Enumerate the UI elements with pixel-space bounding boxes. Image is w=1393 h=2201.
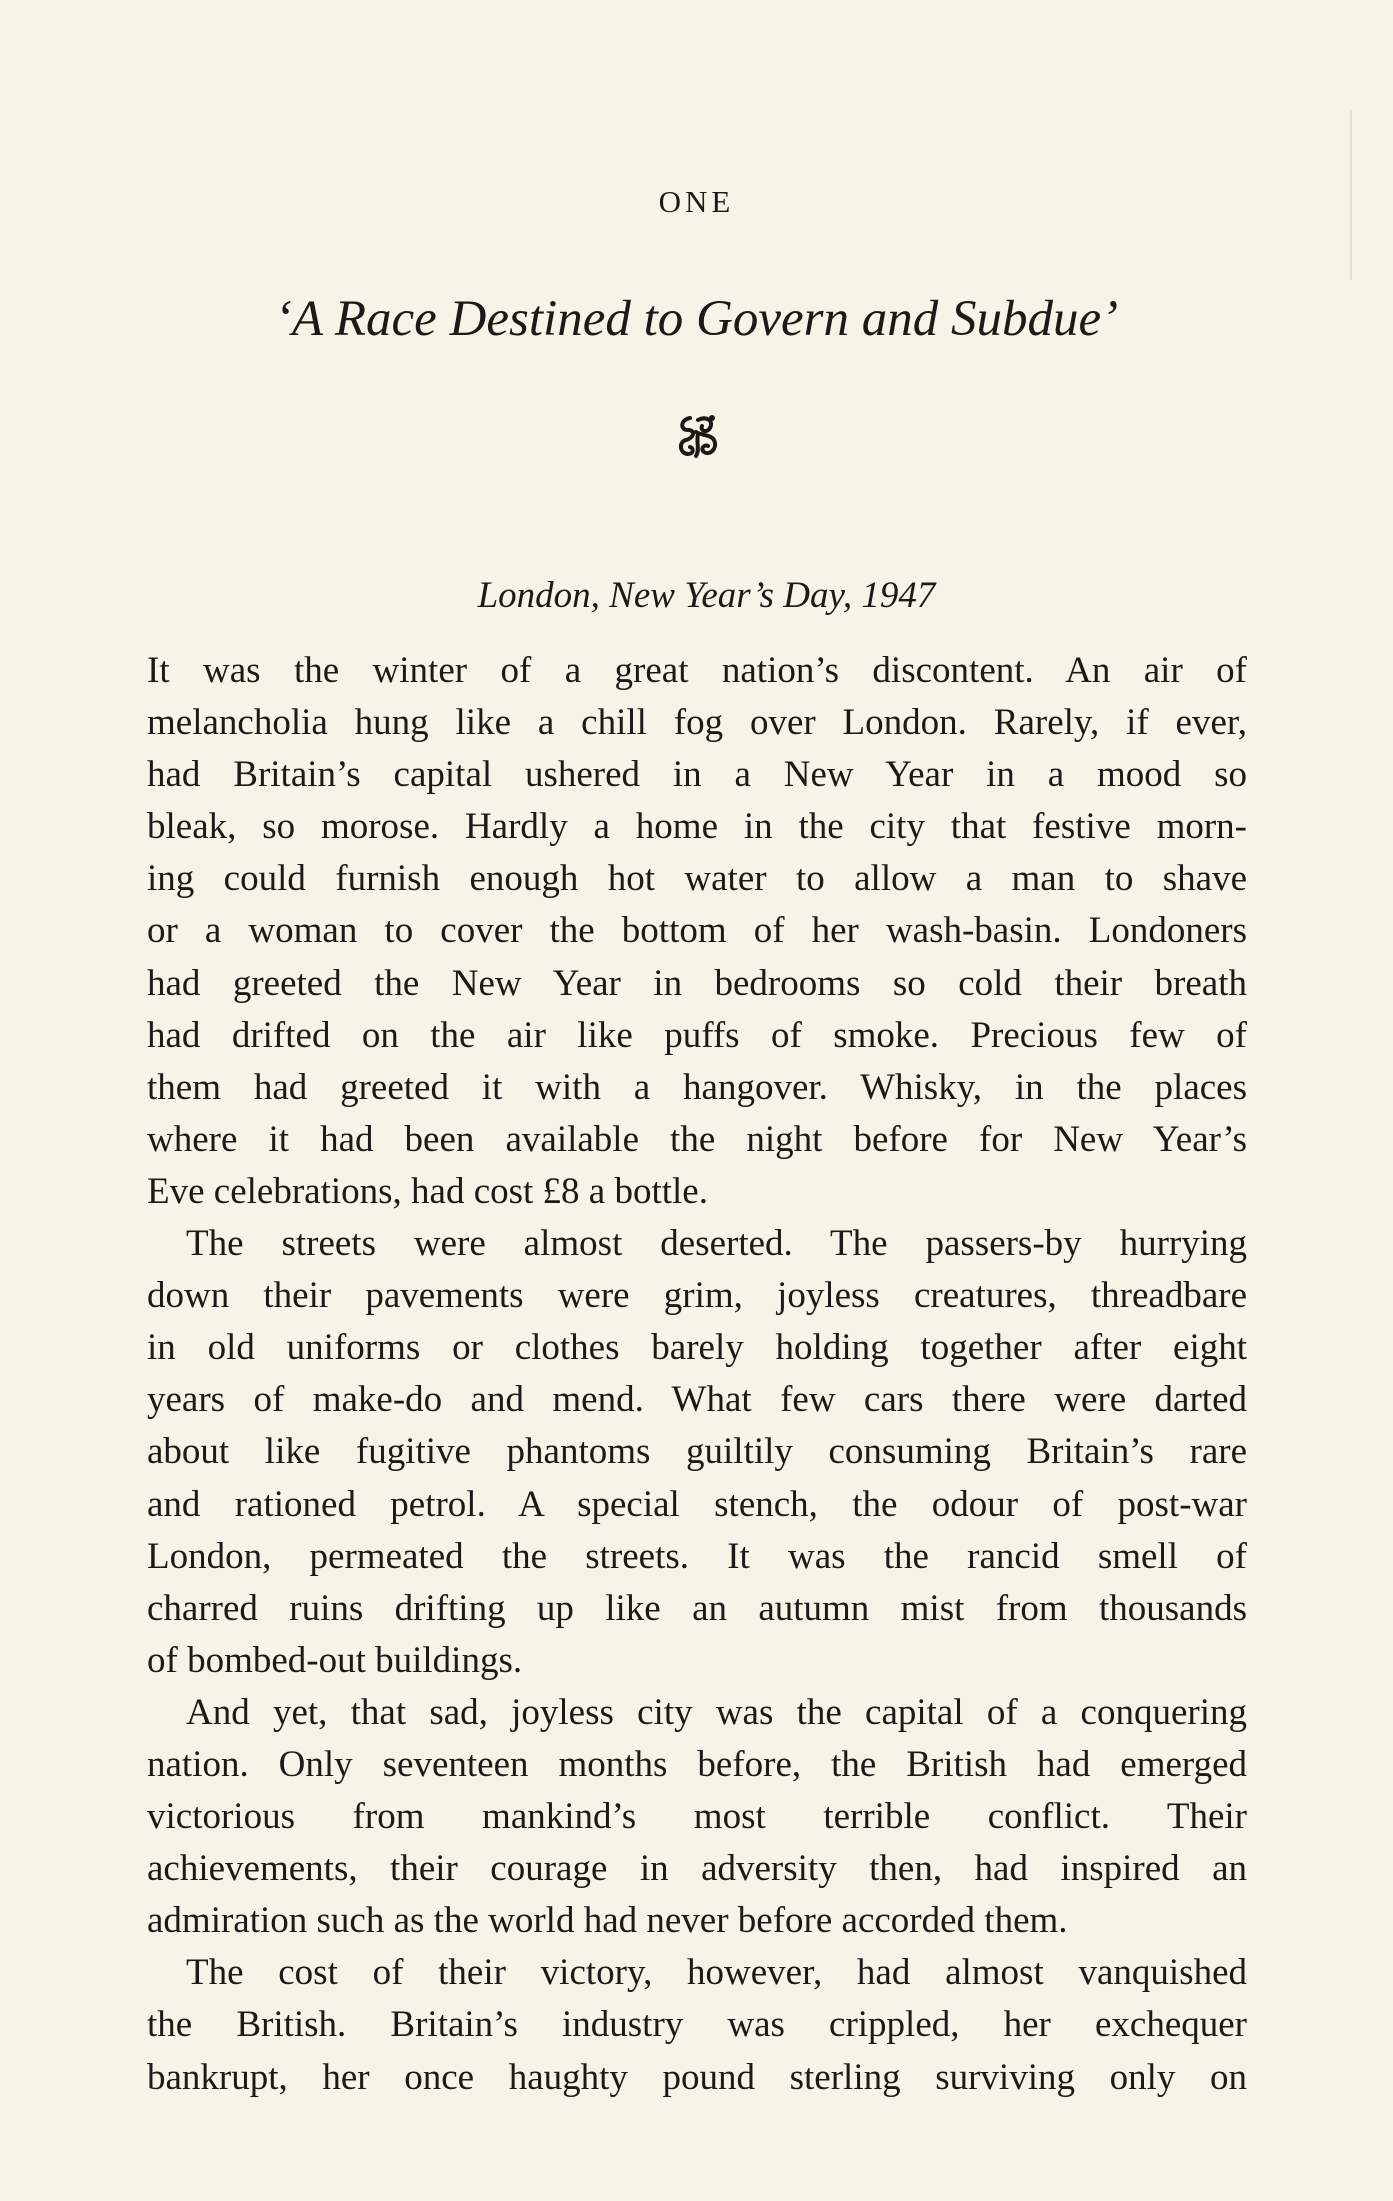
text-line: had drifted on the air like puffs of smoke. Precious few of bbox=[147, 1014, 1247, 1056]
text-line: achievements, their courage in adversity then, had inspired an bbox=[147, 1848, 1247, 1890]
text-line: It was the winter of a great nation’s discontent. An air of bbox=[147, 650, 1247, 691]
text-line: them had greeted it with a hangover. Whisky, in the places bbox=[147, 1066, 1247, 1108]
text-line: bankrupt, her once haughty pound sterling surviving only on bbox=[147, 2056, 1247, 2098]
text-line: The streets were almost deserted. The passers-by hurrying bbox=[186, 1223, 1247, 1265]
text-line: the British. Britain’s industry was crippled, her exchequer bbox=[147, 2004, 1247, 2046]
text-line: melancholia hung like a chill fog over London. Rarely, if ever, bbox=[147, 702, 1247, 744]
text-line: had Britain’s capital ushered in a New Year in a mood so bbox=[147, 754, 1247, 796]
chapter-title: ‘A Race Destined to Govern and Subdue’ bbox=[274, 291, 1119, 347]
text-line: and rationed petrol. A special stench, the odour of post-war bbox=[147, 1483, 1247, 1525]
text-line: And yet, that sad, joyless city was the capital of a conquering bbox=[186, 1691, 1247, 1733]
text-line: charred ruins drifting up like an autumn mist from thousands bbox=[147, 1587, 1247, 1629]
section-heading: London, New Year’s Day, 1947 bbox=[477, 575, 936, 616]
chapter-number: ONE bbox=[658, 184, 735, 219]
text-line: London, permeated the streets. It was the rancid smell of bbox=[147, 1535, 1247, 1577]
text-line: of bombed-out buildings. bbox=[147, 1639, 523, 1681]
text-line: where it had been available the night before for New Year’s bbox=[147, 1118, 1247, 1160]
text-line: ing could furnish enough hot water to allow a man to shave bbox=[147, 858, 1247, 900]
floral-fleuron-icon bbox=[676, 412, 720, 460]
text-line: Eve celebrations, had cost £8 a bottle. bbox=[147, 1170, 708, 1212]
text-line: had greeted the New Year in bedrooms so cold their breath bbox=[147, 962, 1247, 1004]
text-line: down their pavements were grim, joyless creatures, threadbare bbox=[147, 1275, 1247, 1317]
text-line: nation. Only seventeen months before, the British had emerged bbox=[147, 1743, 1247, 1785]
text-line: victorious from mankind’s most terrible conflict. Their bbox=[147, 1796, 1247, 1838]
body-text bbox=[147, 645, 1247, 2104]
text-line: about like fugitive phantoms guiltily consuming Britain’s rare bbox=[147, 1431, 1247, 1473]
text-line: in old uniforms or clothes barely holding together after eight bbox=[147, 1327, 1247, 1369]
text-line: The cost of their victory, however, had almost vanquished bbox=[186, 1952, 1247, 1994]
text-line: admiration such as the world had never before accorded them. bbox=[147, 1900, 1068, 1942]
text-line: years of make-do and mend. What few cars there were darted bbox=[147, 1379, 1247, 1421]
text-line: bleak, so morose. Hardly a home in the city that festive morn- bbox=[147, 806, 1247, 848]
text-line: or a woman to cover the bottom of her wash-basin. Londoners bbox=[147, 910, 1247, 952]
